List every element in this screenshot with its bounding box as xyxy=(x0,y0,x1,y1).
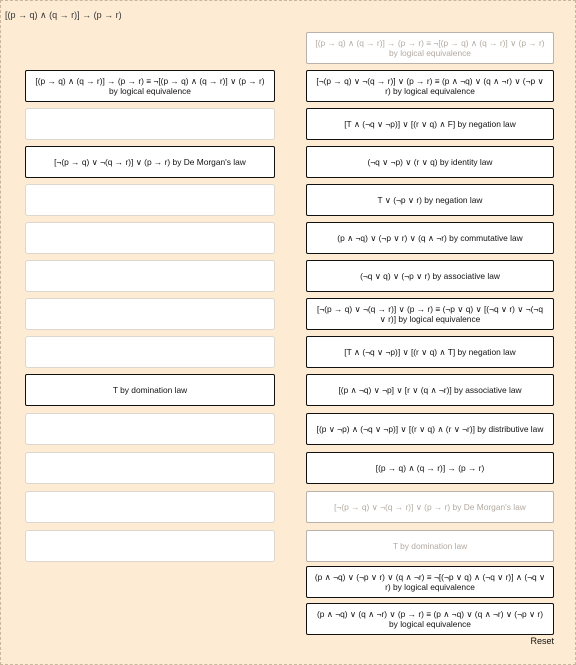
statement-card-1[interactable]: [(p → q) ∧ (q → r)] → (p → r) ≡ ¬[(p → q) ∧ (q → r)] ∨ (p → r) by logical equivalence xyxy=(306,32,554,64)
statement-card-12[interactable]: [(p → q) ∧ (q → r)] → (p → r) xyxy=(306,452,554,484)
answer-slot-11[interactable] xyxy=(25,452,275,484)
statement-card-11[interactable]: [(p ∨ ¬p) ∧ (¬q ∨ ¬p)] ∨ [(r ∨ q) ∧ (r ∨ ¬r)] by distributive law xyxy=(306,413,554,445)
statement-card-15[interactable]: (p ∧ ¬q) ∨ (¬p ∨ r) ∨ (q ∧ ¬r) ≡ ¬[(¬p ∨ q) ∧ (¬q ∨ r)] ∧ (¬q ∨ r) by logical equivalence xyxy=(306,566,554,598)
answer-slot-12[interactable] xyxy=(25,491,275,523)
statement-card-4[interactable]: (¬q ∨ ¬p) ∨ (r ∨ q) by identity law xyxy=(306,146,554,178)
answer-slot-1[interactable]: [(p → q) ∧ (q → r)] → (p → r) ≡ ¬[(p → q) ∧ (q → r)] ∨ (p → r) by logical equivalence xyxy=(25,70,275,102)
statement-card-6[interactable]: (p ∧ ¬q) ∨ (¬p ∨ r) ∨ (q ∧ ¬r) by commutative law xyxy=(306,222,554,254)
statement-card-14[interactable]: T by domination law xyxy=(306,530,554,562)
answer-slot-9[interactable]: T by domination law xyxy=(25,374,275,406)
answer-slot-5[interactable] xyxy=(25,222,275,254)
statement-card-9[interactable]: [T ∧ (¬q ∨ ¬p)] ∨ [(r ∨ q) ∧ T] by negation law xyxy=(306,336,554,368)
statement-card-13[interactable]: [¬(p → q) ∨ ¬(q → r)] ∨ (p → r) by De Morgan's law xyxy=(306,491,554,523)
statement-card-3[interactable]: [T ∧ (¬q ∨ ¬p)] ∨ [(r ∨ q) ∧ F] by negation law xyxy=(306,108,554,140)
answer-slot-10[interactable] xyxy=(25,413,275,445)
answer-slot-7[interactable] xyxy=(25,298,275,330)
statement-card-7[interactable]: (¬q ∨ q) ∨ (¬p ∨ r) by associative law xyxy=(306,260,554,292)
answer-slot-6[interactable] xyxy=(25,260,275,292)
statement-card-5[interactable]: T ∨ (¬p ∨ r) by negation law xyxy=(306,184,554,216)
statement-card-2[interactable]: [¬(p → q) ∨ ¬(q → r)] ∨ (p → r) ≡ (p ∧ ¬q) ∨ (q ∧ ¬r) ∨ (¬p ∨ r) by logical equivalence xyxy=(306,70,554,102)
answer-slot-8[interactable] xyxy=(25,336,275,368)
reset-button[interactable]: Reset xyxy=(530,636,554,646)
answer-slot-2[interactable] xyxy=(25,108,275,140)
statement-card-10[interactable]: [(p ∧ ¬q) ∨ ¬p] ∨ [r ∨ (q ∧ ¬r)] by associative law xyxy=(306,374,554,406)
answer-slot-3[interactable]: [¬(p → q) ∨ ¬(q → r)] ∨ (p → r) by De Morgan's law xyxy=(25,146,275,178)
statement-card-8[interactable]: [¬(p → q) ∨ ¬(q → r)] ∨ (p → r) ≡ (¬p ∨ q) ∨ [(¬q ∨ r) ∨ ¬(¬q ∨ r)] by logical equivalence xyxy=(306,298,554,330)
answer-slot-4[interactable] xyxy=(25,184,275,216)
problem-expression: [(p → q) ∧ (q → r)] → (p → r) xyxy=(5,10,122,20)
statement-card-16[interactable]: (p ∧ ¬q) ∨ (q ∧ ¬r) ∨ (p → r) ≡ (p ∧ ¬q) ∨ (q ∧ ¬r) ∨ (¬p ∨ r) by logical equivalence xyxy=(306,603,554,635)
answer-slot-13[interactable] xyxy=(25,530,275,562)
